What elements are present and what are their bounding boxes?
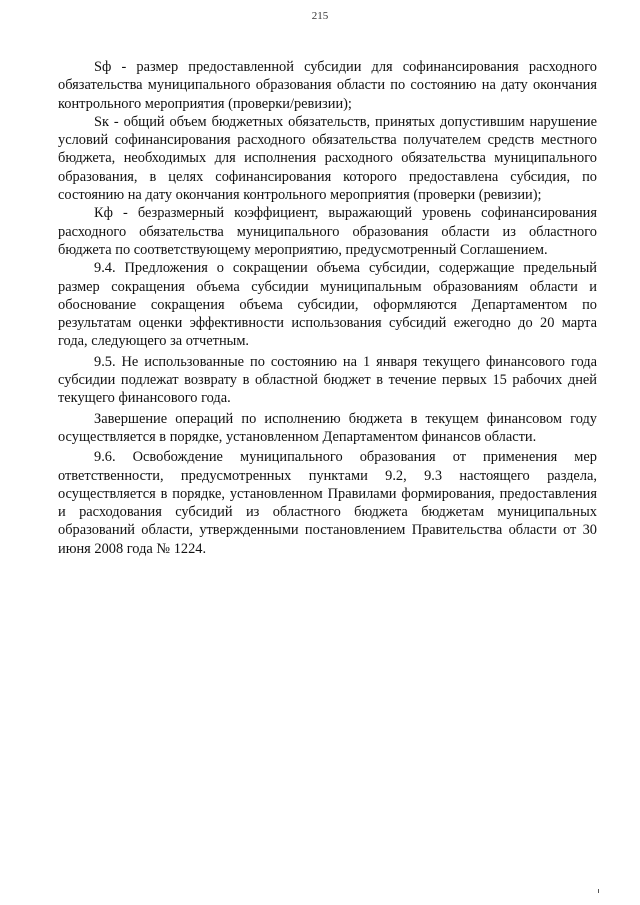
page-number: 215 xyxy=(311,10,329,22)
scan-artifact-mark xyxy=(598,889,599,893)
paragraph-sf-definition: Sф - размер предоставленной субсидии для софинансирования расходного обязательства муниципального образования области по состоянию на дату окончания контрольного мероприятия (проверки/ревизии); xyxy=(58,59,597,112)
paragraph-9-5: 9.5. Не использованные по состоянию на 1 января текущего финансового года субсидии подлежат возврату в областной бюджет в течение первых 15 рабочих дней текущего финансового года. xyxy=(58,353,597,407)
paragraph-kf-definition: Кф - безразмерный коэффициент, выражающий уровень софинансирования расходного обязательства муниципального образования области из областного бюджета по соответствующему мероприятию, предусмотренный Соглашением. xyxy=(58,205,597,258)
paragraph-budget-completion: Завершение операций по исполнению бюджета в текущем финансовом году осуществляется в порядке, установленном Департаментом финансов области. xyxy=(58,410,597,445)
paragraph-9-6: 9.6. Освобождение муниципального образования от применения мер ответственности, предусмотренных пунктами 9.2, 9.3 настоящего раздела, осуществляется в порядке, установленном Правилами формирования, предоставления и расходования субсидий из областного бюджета бюджетам муниципальных образований области, утвержденными постановлением Правительства области от 30 июня 2008 года № 1224. xyxy=(58,449,597,557)
paragraph-sk-definition: Sк - общий объем бюджетных обязательств, принятых допустившим нарушение условий софинансирования расходного обязательства получателем средств местного бюджета, необходимых для исполнения расходного обязательства муниципального образования, в целях софинансирования которого предоставлена субсидия, по состоянию на дату окончания контрольного мероприятия (проверки (ревизии); xyxy=(58,113,597,204)
paragraph-9-4: 9.4. Предложения о сокращении объема субсидии, содержащие предельный размер сокращения объема субсидии муниципальным образованиям области и обоснование сокращения объема субсидии, оформляются Департаментом по результатам оценки эффективности использования субсидий ежегодно до 20 марта года, следующего за отчетным. xyxy=(58,260,597,350)
document-body xyxy=(58,58,597,558)
